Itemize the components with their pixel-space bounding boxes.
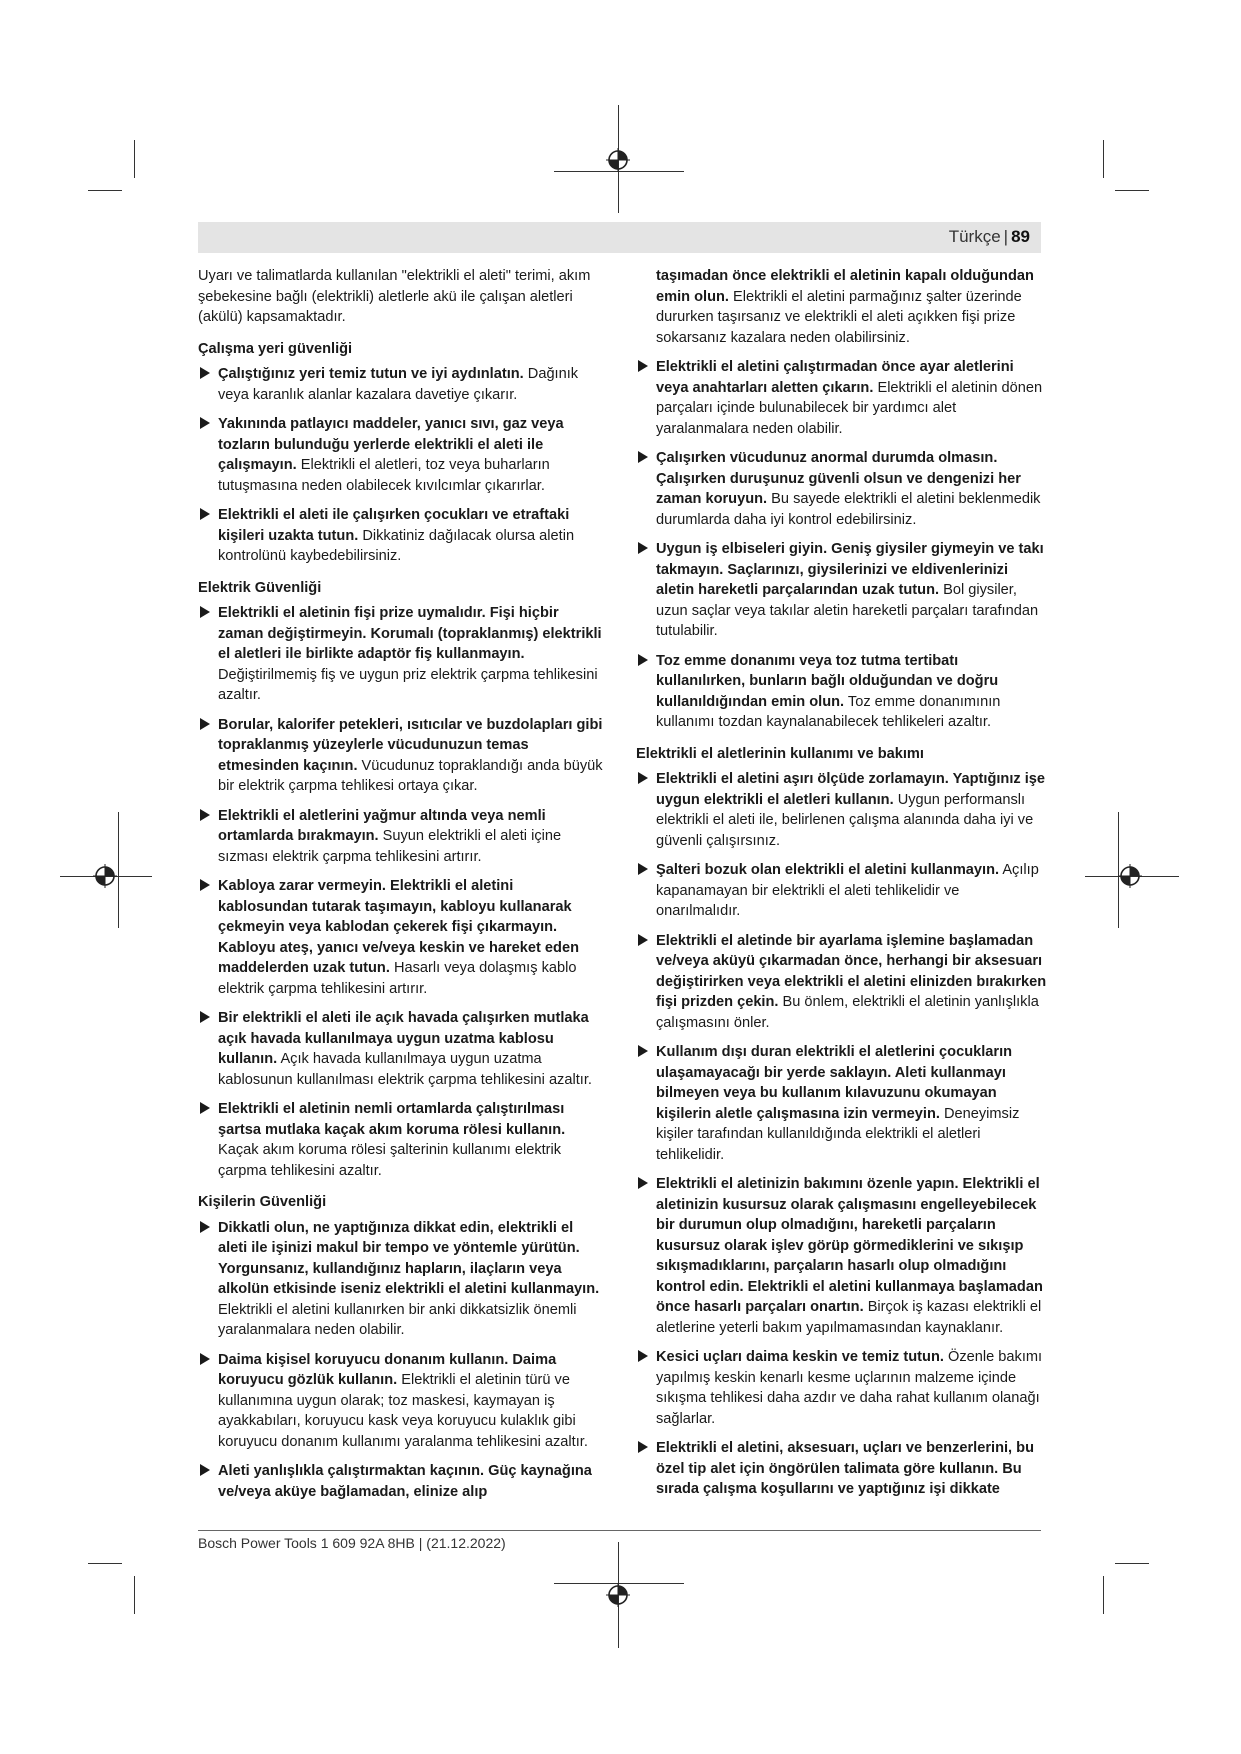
item-text: Bu sayede elektrikli el aletini beklenmedik durumlarda daha iyi kontrol edebilirsiniz. [656,491,1041,528]
crop-mark-bottom-right-vertical [1103,1576,1104,1614]
intro-paragraph: Uyarı ve talimatlarda kullanılan "elektrikli el aleti" terimi, akım şebekesine bağlı (elektrikli) aletlerle akü ile çalışan aletleri (akülü) kapsamaktadır. [198,268,591,325]
bullet-arrow-icon [638,654,648,666]
crop-mark-top-left-vertical [134,140,135,178]
crop-mark-top-right-horizontal [1115,190,1149,191]
registration-line-left-vertical [118,812,119,928]
item-text: Elektrikli el aletini kullanırken bir anki dikkatsizlik önemli yaralanmalara neden olabilir. [218,1301,577,1338]
item-text: Birçok iş kazası elektrikli el aletlerine yeterli bakım yapılmamasından kaynaklanır. [656,1299,1042,1336]
item-text: Uygun performanslı elektrikli el aleti ile, belirlenen çalışma alanında daha iyi ve güvenli çalışırsınız. [656,791,1034,849]
item-bold: Daima kişisel koruyucu donanım kullanın. Daima koruyucu gözlük kullanın. [218,1351,557,1388]
item-text: Elektrikli el aletleri, toz veya buharların tutuşmasına neden olabilecek kıvılcımlar çıkarırlar. [218,457,550,494]
header-language: Türkçe [948,227,1001,246]
header-separator: | [1003,227,1009,246]
item-bold: Elektrikli el aletini, aksesuarı, uçları ve benzerlerini, bu özel tip alet için öngörülen talimata göre kullanın. Bu sırada çalışma koşullarını ve yaptığınız işi dikkate [656,1440,1034,1497]
bullet-arrow-icon [638,1045,648,1057]
list-item [636,1347,1047,1429]
item-bold: Elektrikli el aletinin fişi prize uymalıdır. Fişi hiçbir zaman değiştirmeyin. Korumalı (topraklanmış) elektrikli el aletleri ile birlikte adaptör fiş kullanmayın. [218,605,602,662]
list-item [198,806,603,868]
list-item [198,1461,603,1502]
bullet-arrow-icon [200,1464,210,1476]
item-bold: Kabloya zarar vermeyin. Elektrikli el aletini kablosundan tutarak taşımayın, kabloyu kullanarak çekmeyin veya kablodan çekerek fişi çıkarmayın. Kabloyu ateş, yanıcı ve/veya keskin ve hareket eden maddelerden uzak tutun. [218,878,579,976]
item-bold: Kesici uçları daima keskin ve temiz tutun. [656,1349,944,1365]
registration-mark-bottom-icon [606,1583,630,1607]
bullet-arrow-icon [200,1102,210,1114]
section-heading: Çalışma yeri güvenliği [198,340,353,357]
bullet-arrow-icon [638,934,648,946]
item-bold: Çalıştığınız yeri temiz tutun ve iyi aydınlatın. [218,366,524,382]
item-bold: Borular, kalorifer petekleri, ısıtıcılar ve buzdolapları gibi topraklanmış yüzeylerle vücudunuzun temas etmesinden kaçının. [218,716,603,774]
section-tool-use-and-care [636,744,1047,1500]
bullet-arrow-icon [200,879,210,891]
item-bold: Aleti yanlışlıkla çalıştırmaktan kaçının. Güç kaynağına ve/veya aküye bağlamadan, elinize alıp [218,1463,592,1500]
list-item [198,1099,603,1181]
bullet-arrow-icon [200,606,210,618]
crop-mark-bottom-right-horizontal [1115,1563,1149,1564]
bullet-arrow-icon [638,863,648,875]
right-column [636,266,1047,1509]
item-bold: Kullanım dışı duran elektrikli el aletlerini çocukların ulaşamayacağı bir yerde saklayın. Aleti kullanmayı bilmeyen veya bu kullanım kılavuzunu okumayan kişilerin aletle çalışmasına izin vermeyin. [656,1044,1013,1122]
item-bold: Elektrikli el aletlerini yağmur altında veya nemli ortamlarda bırakmayın. [218,807,546,844]
item-text: Elektrikli el aletinin türü ve kullanımına uygun olarak; toz maskesi, kaymayan iş ayakkabıları, koruyucu kask veya koruyucu kulaklık gibi koruyucu donanım kullanımı yaralanma tehlikesini azaltır. [218,1372,588,1450]
page-number: 89 [1011,227,1030,246]
item-text: Elektrikli el aletinin dönen parçaları içinde bulunabilecek bir yardımcı alet yaralanmalara neden olabilir. [656,379,1043,437]
registration-mark-right-icon [1118,864,1142,888]
item-text: Kaçak akım koruma rölesi şalterinin kullanımı elektrik çarpma tehlikesini azaltır. [218,1142,562,1179]
item-text: Deneyimsiz kişiler tarafından kullanıldığında elektrikli el aletleri tehlikelidir. [656,1105,1020,1163]
header-text [949,227,1030,247]
item-text: Değiştirilmemiş fiş ve uygun priz elektrik çarpma tehlikesini azaltır. [218,666,598,703]
item-text: Bu önlem, elektrikli el aletinin yanlışlıkla çalışmasını önler. [656,994,1039,1031]
registration-mark-left-icon [93,864,117,888]
bullet-arrow-icon [638,1441,648,1453]
item-bold: Elektrikli el aletinizin bakımını özenle yapın. Elektrikli el aletinizin kusursuz olarak çalışmasını engelleyebilecek bir durumun olup olmadığını, hareketli parçaların kusursuz olarak işlev görüp görmediklerini ve sıkışıp sıkışmadıklarını, parçaların hasarlı olup olmadığını kontrol edin. Elektrikli el aletini kullanmaya başlamadan önce hasarlı parçaları onartın. [656,1176,1043,1315]
bullet-arrow-icon [200,1353,210,1365]
bullet-arrow-icon [200,417,210,429]
section-heading: Elektrikli el aletlerinin kullanımı ve bakımı [636,745,924,762]
bullet-arrow-icon [638,542,648,554]
item-bold: Elektrikli el aletinin nemli ortamlarda çalıştırılması şartsa mutlaka kaçak akım koruma rölesi kullanın. [218,1101,566,1138]
list-item [636,539,1047,642]
section-heading: Elektrik Güvenliği [198,579,322,596]
list-item [636,651,1047,733]
bullet-arrow-icon [200,718,210,730]
crop-mark-top-left-horizontal [88,190,122,191]
list-item [636,357,1047,439]
crop-mark-top-right-vertical [1103,140,1104,178]
bullet-arrow-icon [200,809,210,821]
item-bold: Dikkatli olun, ne yaptığınıza dikkat edin, elektrikli el aleti ile işinizi makul bir tempo ve yöntemle yürütün. Yorgunsanız, kullandığınız hapların, ilaçların veya alkolün etkisinde iseniz elektrikli el aletini kullanmayın. [218,1219,600,1297]
item-bold: Elektrikli el aletini çalıştırmadan önce ayar aletlerini veya anahtarları aletten çıkarın. [656,359,1014,396]
item-text: Vücudunuz topraklandığı anda büyük bir elektrik çarpma tehlikesi ortaya çıkar. [218,757,603,794]
registration-mark-top-icon [606,148,630,172]
footer-text: Bosch Power Tools 1 609 92A 8HB | (21.12.2022) [198,1535,506,1551]
list-item [636,931,1047,1034]
list-item-continuation [636,266,1047,348]
page-header [198,222,1041,253]
section-heading: Kişilerin Güvenliği [198,1194,327,1210]
item-bold: Yakınında patlayıcı maddeler, yanıcı sıvı, gaz veya tozların bulunduğu yerlerde elektrikli el aleti ile çalışmayın. [218,416,564,473]
list-item [198,505,603,567]
list-item [636,1042,1047,1165]
section-electrical-safety [198,578,603,1182]
section-workplace-safety [198,339,603,567]
item-text: Hasarlı veya dolaşmış kablo elektrik çarpma tehlikesini artırır. [218,960,577,997]
list-item [198,364,603,405]
item-text: Açık havada kullanılmaya uygun uzatma kablosunun kullanılması elektrik çarpma tehlikesini azaltır. [218,1051,592,1088]
bullet-arrow-icon [200,367,210,379]
item-text: Özenle bakımı yapılmış keskin kenarlı kesme uçlarının malzeme içinde sıkışma tehlikesi daha azdır ve daha rahat kullanım olanağı sağlarlar. [656,1349,1043,1427]
item-text: Açılıp kapanamayan bir elektrikli el aleti tehlikelidir ve onarılmalıdır. [656,862,1039,919]
list-item [636,860,1047,922]
item-text: Toz emme donanımının kullanımı tozdan kaynalanabilecek tehlikeleri azaltır. [656,693,1001,730]
list-item [198,603,603,706]
list-item [636,1174,1047,1338]
item-bold: Çalışırken vücudunuz anormal durumda olmasın. Çalışırken duruşunuz güvenli olsun ve dengenizi her zaman koruyun. [656,450,1021,507]
item-bold: Şalteri bozuk olan elektrikli el aletini kullanmayın. [656,862,1000,878]
bullet-arrow-icon [638,772,648,784]
item-bold: Elektrikli el aletini aşırı ölçüde zorlamayın. Yaptığınız işe uygun elektrikli el aletleri kullanın. [656,771,1046,808]
item-bold: Bir elektrikli el aleti ile açık havada çalışırken mutlaka açık havada kullanılmaya uygun uzatma kablosu kullanın. [218,1010,589,1067]
list-item [198,876,603,999]
item-text: Suyun elektrikli el aleti içine sızması elektrik çarpma tehlikesini artırır. [218,828,562,865]
bullet-arrow-icon [638,451,648,463]
crop-mark-bottom-left-horizontal [88,1563,122,1564]
item-bold: Elektrikli el aletinde bir ayarlama işlemine başlamadan ve/veya aküyü çıkarmadan önce, herhangi bir aksesuarı değiştirirken veya elektrikli el aletini elinizden bırakırken fişi prizden çekin. [656,932,1047,1010]
item-text: Dikkatiniz dağılacak olursa aletin kontrolünü kaybedebilirsiniz. [218,527,575,564]
item-text: Dağınık veya karanlık alanlar kazalara davetiye çıkarır. [218,366,579,403]
list-item [636,1438,1047,1500]
list-item [198,715,603,797]
item-bold: taşımadan önce elektrikli el aletinin kapalı olduğundan emin olun. [656,268,1034,305]
bullet-arrow-icon [638,360,648,372]
bullet-arrow-icon [200,1221,210,1233]
item-bold: Uygun iş elbiseleri giyin. Geniş giysiler giymeyin ve takı takmayın. Saçlarınızı, giysilerinizi ve eldivenlerinizi aletin hareketli parçalarından uzak tutun. [656,541,1044,598]
list-item [198,1008,603,1090]
item-bold: Elektrikli el aleti ile çalışırken çocukları ve etraftaki kişileri uzakta tutun. [218,507,570,544]
item-text: Elektrikli el aletini parmağınız şalter üzerinde dururken taşırsanız ve elektrikli el aleti açıkken fişi prize sokarsanız kazalara neden olabilirsiniz. [656,288,1022,346]
item-text: Bol giysiler, uzun saçlar veya takılar aletin hareketli parçaları tarafından tutulabilir. [656,582,1039,639]
bullet-arrow-icon [200,508,210,520]
bullet-arrow-icon [638,1177,648,1189]
footer-divider [198,1530,1041,1531]
list-item [198,1350,603,1453]
list-item [636,769,1047,851]
crop-mark-bottom-left-vertical [134,1576,135,1614]
item-bold: Toz emme donanımı veya toz tutma tertibatı kullanılırken, bunların bağlı olduğundan ve doğru kullanıldığından emin olun. [656,652,999,710]
section-personal-safety [198,1192,603,1502]
bullet-arrow-icon [200,1011,210,1023]
list-item [198,414,603,496]
left-column [198,266,603,1511]
bullet-arrow-icon [638,1350,648,1362]
list-item [198,1218,603,1341]
list-item [636,448,1047,530]
